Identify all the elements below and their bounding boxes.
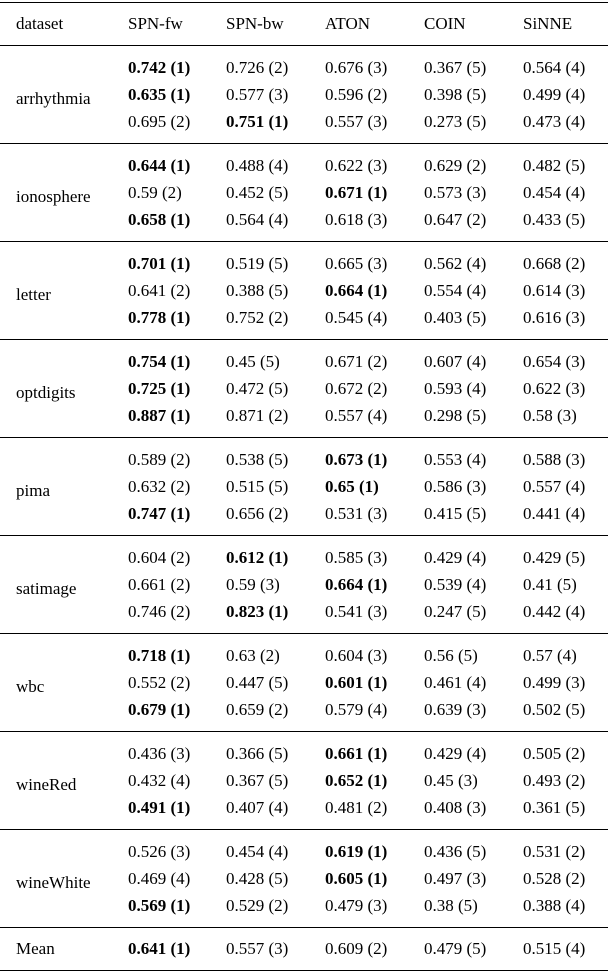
- dataset-name: optdigits: [16, 383, 76, 402]
- score-cell: 0.671 (2): [325, 352, 388, 371]
- score-cell: 0.726 (2): [226, 58, 289, 77]
- score-cell: 0.604 (2): [128, 548, 191, 567]
- dataset-group-winewhite: [0, 830, 608, 928]
- header-row: [0, 3, 608, 46]
- table-row: [0, 732, 608, 768]
- header-dataset: dataset: [0, 3, 128, 46]
- dataset-group-optdigits: [0, 340, 608, 438]
- score-cell: 0.488 (4): [226, 156, 289, 175]
- score-cell: 0.596 (2): [325, 85, 388, 104]
- score-cell: 0.604 (3): [325, 646, 388, 665]
- mean-row: [0, 928, 608, 971]
- dataset-name: pima: [16, 481, 50, 500]
- score-cell: 0.557 (4): [325, 406, 388, 425]
- results-table: [0, 2, 608, 971]
- dataset-name: satimage: [16, 579, 77, 598]
- dataset-group-wbc: [0, 634, 608, 732]
- score-cell: 0.45 (3): [424, 771, 478, 790]
- header-sinne: SiNNE: [523, 3, 608, 46]
- dataset-group-letter: [0, 242, 608, 340]
- score-cell: 0.668 (2): [523, 254, 586, 273]
- score-cell: 0.676 (3): [325, 58, 388, 77]
- score-cell: 0.403 (5): [424, 308, 487, 327]
- score-cell: 0.569 (1): [128, 896, 191, 915]
- score-cell: 0.665 (3): [325, 254, 388, 273]
- dataset-group-satimage: [0, 536, 608, 634]
- score-cell: 0.562 (4): [424, 254, 487, 273]
- score-cell: 0.659 (2): [226, 700, 289, 719]
- score-cell: 0.59 (2): [128, 183, 182, 202]
- table-row: [0, 144, 608, 180]
- score-cell: 0.388 (4): [523, 896, 586, 915]
- score-cell: 0.454 (4): [226, 842, 289, 861]
- score-cell: 0.57 (4): [523, 646, 577, 665]
- score-cell: 0.528 (2): [523, 869, 586, 888]
- score-cell: 0.871 (2): [226, 406, 289, 425]
- table-row: [0, 242, 608, 278]
- score-cell: 0.747 (1): [128, 504, 191, 523]
- score-cell: 0.472 (5): [226, 379, 289, 398]
- header-coin: COIN: [424, 3, 523, 46]
- score-cell: 0.367 (5): [226, 771, 289, 790]
- score-cell: 0.56 (5): [424, 646, 478, 665]
- score-cell: 0.671 (1): [325, 183, 388, 202]
- score-cell: 0.479 (3): [325, 896, 388, 915]
- score-cell: 0.661 (1): [325, 744, 388, 763]
- score-cell: 0.673 (1): [325, 450, 388, 469]
- mean-group: [0, 928, 608, 971]
- score-cell: 0.429 (4): [424, 744, 487, 763]
- score-cell: 0.41 (5): [523, 575, 577, 594]
- table-header: [0, 3, 608, 46]
- dataset-name: wbc: [16, 677, 45, 696]
- score-cell: 0.573 (3): [424, 183, 487, 202]
- score-cell: 0.589 (2): [128, 450, 191, 469]
- score-cell: 0.639 (3): [424, 700, 487, 719]
- score-cell: 0.482 (5): [523, 156, 586, 175]
- dataset-group-ionosphere: [0, 144, 608, 242]
- score-cell: 0.361 (5): [523, 798, 586, 817]
- score-cell: 0.247 (5): [424, 602, 487, 621]
- score-cell: 0.429 (5): [523, 548, 586, 567]
- mean-label: Mean: [16, 939, 55, 958]
- score-cell: 0.616 (3): [523, 308, 586, 327]
- score-cell: 0.661 (2): [128, 575, 191, 594]
- score-cell: 0.751 (1): [226, 112, 289, 131]
- score-cell: 0.619 (1): [325, 842, 388, 861]
- score-cell: 0.725 (1): [128, 379, 191, 398]
- score-cell: 0.593 (4): [424, 379, 487, 398]
- score-cell: 0.59 (3): [226, 575, 280, 594]
- score-cell: 0.654 (3): [523, 352, 586, 371]
- mean-score-cell: 0.641 (1): [128, 939, 191, 958]
- score-cell: 0.519 (5): [226, 254, 289, 273]
- score-cell: 0.554 (4): [424, 281, 487, 300]
- score-cell: 0.461 (4): [424, 673, 487, 692]
- dataset-name: wineWhite: [16, 873, 91, 892]
- score-cell: 0.515 (5): [226, 477, 289, 496]
- score-cell: 0.647 (2): [424, 210, 487, 229]
- score-cell: 0.415 (5): [424, 504, 487, 523]
- score-cell: 0.658 (1): [128, 210, 191, 229]
- score-cell: 0.541 (3): [325, 602, 388, 621]
- score-cell: 0.601 (1): [325, 673, 388, 692]
- score-cell: 0.526 (3): [128, 842, 191, 861]
- table-row: [0, 46, 608, 82]
- dataset-name: wineRed: [16, 775, 77, 794]
- score-cell: 0.442 (4): [523, 602, 586, 621]
- score-cell: 0.622 (3): [325, 156, 388, 175]
- score-cell: 0.538 (5): [226, 450, 289, 469]
- score-cell: 0.553 (4): [424, 450, 487, 469]
- score-cell: 0.505 (2): [523, 744, 586, 763]
- score-cell: 0.63 (2): [226, 646, 280, 665]
- score-cell: 0.481 (2): [325, 798, 388, 817]
- score-cell: 0.629 (2): [424, 156, 487, 175]
- score-cell: 0.493 (2): [523, 771, 586, 790]
- score-cell: 0.436 (3): [128, 744, 191, 763]
- dataset-name: ionosphere: [16, 187, 91, 206]
- score-cell: 0.778 (1): [128, 308, 191, 327]
- score-cell: 0.695 (2): [128, 112, 191, 131]
- score-cell: 0.531 (2): [523, 842, 586, 861]
- table-row: [0, 634, 608, 670]
- mean-score-cell: 0.479 (5): [424, 939, 487, 958]
- score-cell: 0.388 (5): [226, 281, 289, 300]
- score-cell: 0.367 (5): [424, 58, 487, 77]
- dataset-group-winered: [0, 732, 608, 830]
- score-cell: 0.38 (5): [424, 896, 478, 915]
- score-cell: 0.502 (5): [523, 700, 586, 719]
- score-cell: 0.433 (5): [523, 210, 586, 229]
- score-cell: 0.887 (1): [128, 406, 191, 425]
- score-cell: 0.499 (3): [523, 673, 586, 692]
- score-cell: 0.579 (4): [325, 700, 388, 719]
- score-cell: 0.588 (3): [523, 450, 586, 469]
- score-cell: 0.672 (2): [325, 379, 388, 398]
- table-row: [0, 438, 608, 474]
- score-cell: 0.469 (4): [128, 869, 191, 888]
- header-spn-bw: SPN-bw: [226, 3, 325, 46]
- score-cell: 0.622 (3): [523, 379, 586, 398]
- score-cell: 0.664 (1): [325, 575, 388, 594]
- score-cell: 0.618 (3): [325, 210, 388, 229]
- table-row: [0, 536, 608, 572]
- score-cell: 0.432 (4): [128, 771, 191, 790]
- header-spn-fw: SPN-fw: [128, 3, 226, 46]
- score-cell: 0.398 (5): [424, 85, 487, 104]
- score-cell: 0.746 (2): [128, 602, 191, 621]
- score-cell: 0.545 (4): [325, 308, 388, 327]
- score-cell: 0.612 (1): [226, 548, 289, 567]
- mean-score-cell: 0.515 (4): [523, 939, 586, 958]
- table-row: [0, 830, 608, 866]
- score-cell: 0.447 (5): [226, 673, 289, 692]
- score-cell: 0.65 (1): [325, 477, 379, 496]
- score-cell: 0.539 (4): [424, 575, 487, 594]
- score-cell: 0.429 (4): [424, 548, 487, 567]
- score-cell: 0.497 (3): [424, 869, 487, 888]
- score-cell: 0.641 (2): [128, 281, 191, 300]
- score-cell: 0.614 (3): [523, 281, 586, 300]
- score-cell: 0.454 (4): [523, 183, 586, 202]
- score-cell: 0.428 (5): [226, 869, 289, 888]
- dataset-name: arrhythmia: [16, 89, 91, 108]
- score-cell: 0.585 (3): [325, 548, 388, 567]
- score-cell: 0.557 (4): [523, 477, 586, 496]
- score-cell: 0.664 (1): [325, 281, 388, 300]
- score-cell: 0.635 (1): [128, 85, 191, 104]
- score-cell: 0.441 (4): [523, 504, 586, 523]
- score-cell: 0.58 (3): [523, 406, 577, 425]
- score-cell: 0.564 (4): [523, 58, 586, 77]
- score-cell: 0.557 (3): [325, 112, 388, 131]
- header-aton: ATON: [325, 3, 424, 46]
- score-cell: 0.408 (3): [424, 798, 487, 817]
- dataset-group-arrhythmia: [0, 46, 608, 144]
- score-cell: 0.298 (5): [424, 406, 487, 425]
- score-cell: 0.632 (2): [128, 477, 191, 496]
- score-cell: 0.531 (3): [325, 504, 388, 523]
- score-cell: 0.452 (5): [226, 183, 289, 202]
- score-cell: 0.491 (1): [128, 798, 191, 817]
- score-cell: 0.436 (5): [424, 842, 487, 861]
- score-cell: 0.577 (3): [226, 85, 289, 104]
- score-cell: 0.586 (3): [424, 477, 487, 496]
- score-cell: 0.407 (4): [226, 798, 289, 817]
- score-cell: 0.823 (1): [226, 602, 289, 621]
- score-cell: 0.564 (4): [226, 210, 289, 229]
- score-cell: 0.273 (5): [424, 112, 487, 131]
- score-cell: 0.552 (2): [128, 673, 191, 692]
- score-cell: 0.529 (2): [226, 896, 289, 915]
- dataset-group-pima: [0, 438, 608, 536]
- score-cell: 0.752 (2): [226, 308, 289, 327]
- score-cell: 0.718 (1): [128, 646, 191, 665]
- score-cell: 0.605 (1): [325, 869, 388, 888]
- score-cell: 0.701 (1): [128, 254, 191, 273]
- score-cell: 0.607 (4): [424, 352, 487, 371]
- score-cell: 0.656 (2): [226, 504, 289, 523]
- score-cell: 0.742 (1): [128, 58, 191, 77]
- score-cell: 0.45 (5): [226, 352, 280, 371]
- score-cell: 0.499 (4): [523, 85, 586, 104]
- score-cell: 0.644 (1): [128, 156, 191, 175]
- score-cell: 0.679 (1): [128, 700, 191, 719]
- table-row: [0, 340, 608, 376]
- score-cell: 0.754 (1): [128, 352, 191, 371]
- score-cell: 0.473 (4): [523, 112, 586, 131]
- dataset-name: letter: [16, 285, 51, 304]
- score-cell: 0.366 (5): [226, 744, 289, 763]
- mean-score-cell: 0.557 (3): [226, 939, 289, 958]
- mean-score-cell: 0.609 (2): [325, 939, 388, 958]
- score-cell: 0.652 (1): [325, 771, 388, 790]
